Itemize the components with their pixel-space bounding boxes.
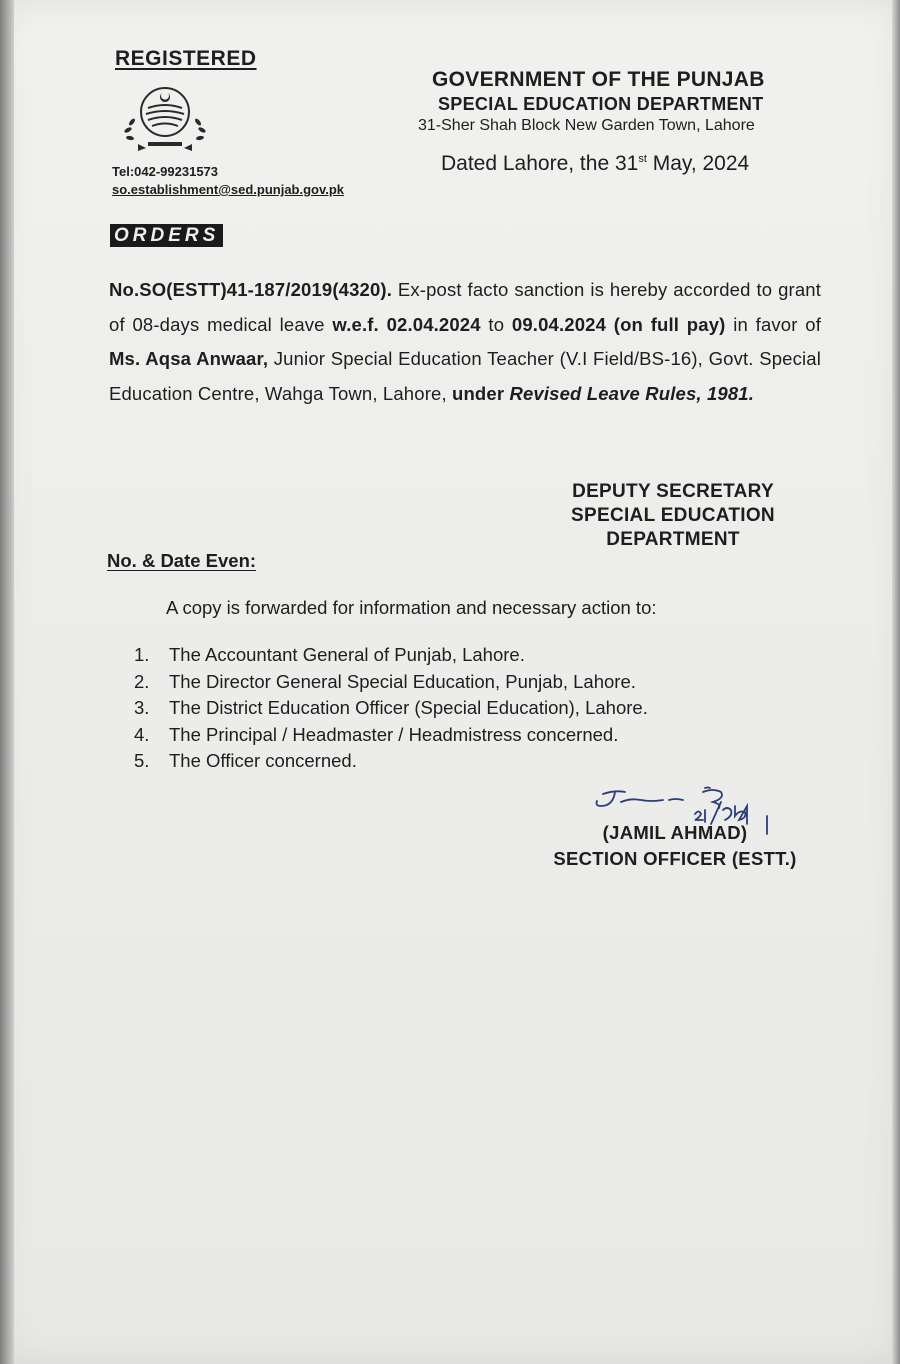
list-item: 3. The District Education Officer (Special Education), Lahore. [134,697,648,718]
department-address: 31-Sher Shah Block New Garden Town, Lahore [418,117,755,134]
leave-rules: Revised Leave Rules, 1981. [504,382,755,404]
dated-prefix: Dated Lahore, the 31 [441,152,639,175]
order-text-2: in favor of [725,313,822,335]
registered-label: REGISTERED [115,47,257,70]
government-title: GOVERNMENT OF THE PUNJAB [432,68,765,91]
order-wef-date: w.e.f. 02.04.2024 [332,313,481,335]
email-address: so.establishment@sed.punjab.gov.pk [112,182,345,197]
order-end-date: 09.04.2024 (on full pay) [511,313,726,335]
orders-heading: ORDERS [110,224,223,247]
section-officer-block [541,820,809,872]
order-text-3: Junior Special Education Teacher (V.I Field/BS-16), Govt. Special Education Centre, Wahga Town, Lahore, [109,348,821,404]
signatory1-line2: SPECIAL EDUCATION [571,505,775,526]
order-to: to [480,313,512,335]
order-text-1: Ex-post facto sanction is hereby accorded to grant of 08-days medical leave [109,279,821,335]
employee-name: Ms. Aqsa Anwaar, [109,348,269,369]
order-under: under [452,382,505,404]
telephone-number: Tel:042-99231573 [112,164,219,179]
forwarding-intro: A copy is forwarded for information and necessary action to: [166,597,657,618]
recipient-list [130,642,648,775]
signatory2-name: (JAMIL AHMAD) [602,822,748,843]
list-item: 5. The Officer concerned. [134,750,357,771]
dated-line [441,152,749,176]
dated-superscript: st [638,153,647,165]
paper-edge-left [0,0,14,1364]
punjab-emblem-icon [118,82,213,154]
no-date-even-heading: No. & Date Even: [107,550,257,571]
department-title: SPECIAL EDUCATION DEPARTMENT [438,94,764,114]
list-item: 4. The Principal / Headmaster / Headmistress concerned. [134,723,619,745]
dated-suffix: May, 2024 [646,152,750,175]
signatory1-line1: DEPUTY SECRETARY [572,481,774,502]
signatory2-title: SECTION OFFICER (ESTT.) [553,848,797,869]
deputy-secretary-block [553,480,793,552]
list-item: 2. The Director General Special Education, Punjab, Lahore. [134,670,636,692]
order-number: No.SO(ESTT)41-187/2019(4320). [109,279,392,300]
paper-edge-right [892,0,900,1364]
signatory1-line3: DEPARTMENT [606,529,740,550]
order-paragraph [109,273,821,411]
list-item: 1. The Accountant General of Punjab, Lahore. [134,644,525,665]
